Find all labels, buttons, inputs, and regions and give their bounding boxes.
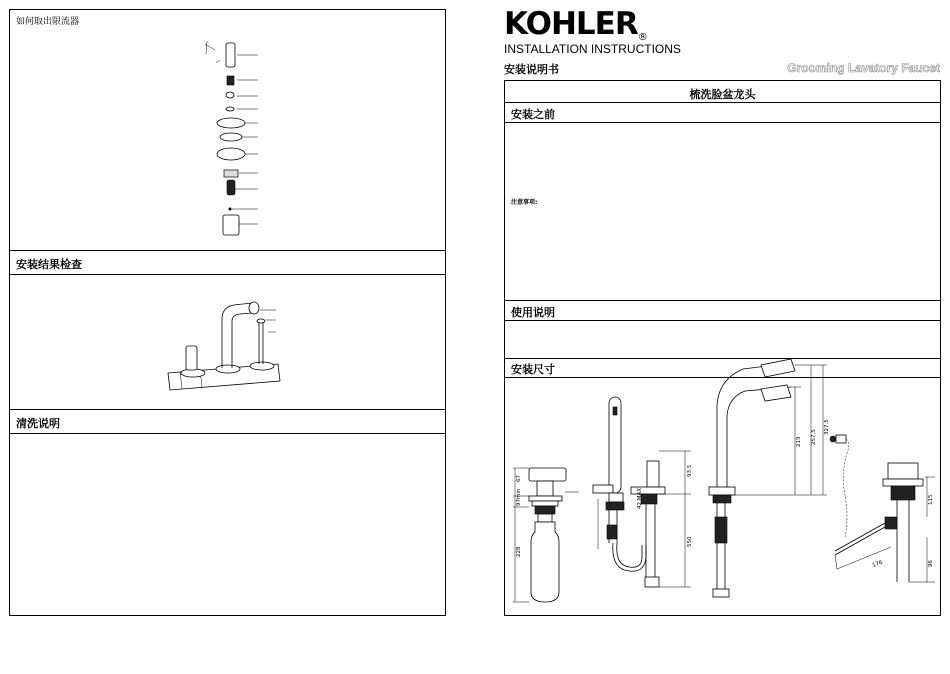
dim-228: 228	[516, 546, 522, 557]
product-title-cn: 梳洗脸盆龙头	[689, 88, 756, 101]
dimension-drawings	[505, 377, 942, 617]
dim-327-5: 327.5	[824, 419, 830, 435]
cable-drawing	[830, 435, 849, 537]
brand-name: KOHLER	[504, 6, 638, 42]
dim-257-5: 257.5	[811, 429, 817, 445]
section-title-result-check: 安装结果检查	[16, 258, 82, 271]
dim-115: 115	[928, 494, 934, 505]
section-title-dimensions: 安装尺寸	[511, 363, 555, 376]
dim-176: 176	[871, 559, 884, 569]
right-panel	[504, 80, 941, 616]
pullout-faucet-drawing	[709, 359, 827, 597]
product-title-en: Grooming Lavatory Faucet	[787, 61, 940, 75]
dim-219: 219	[796, 436, 802, 447]
dim-67: 67	[516, 475, 522, 482]
section-title-cleaning: 清洗说明	[16, 417, 60, 430]
dim-97min: 97min	[516, 488, 522, 506]
flow-restrictor-diagram	[10, 10, 447, 250]
registered-mark: ®	[637, 32, 647, 43]
installed-faucet-diagram	[10, 274, 447, 674]
dim-93-5: 93.5	[687, 464, 693, 477]
left-panel	[9, 9, 446, 616]
section-title-before: 安装之前	[511, 108, 555, 121]
soap-dispenser-drawing	[513, 468, 579, 602]
spout-faucet-drawing	[593, 397, 646, 571]
note-label: 注意事项:	[511, 199, 538, 206]
section-title-usage: 使用说明	[511, 306, 555, 319]
manual-title-cn: 安装说明书	[504, 63, 559, 76]
dim-42max: 42 MAX	[637, 487, 643, 509]
section-title-flow-restrictor: 如何取出限流器	[16, 17, 80, 27]
install-title: INSTALLATION INSTRUCTIONS	[504, 42, 681, 56]
drain-drawing	[835, 463, 935, 582]
dim-550: 550	[687, 536, 693, 547]
dim-96: 96	[928, 560, 934, 567]
control-handle-drawing	[631, 451, 691, 587]
